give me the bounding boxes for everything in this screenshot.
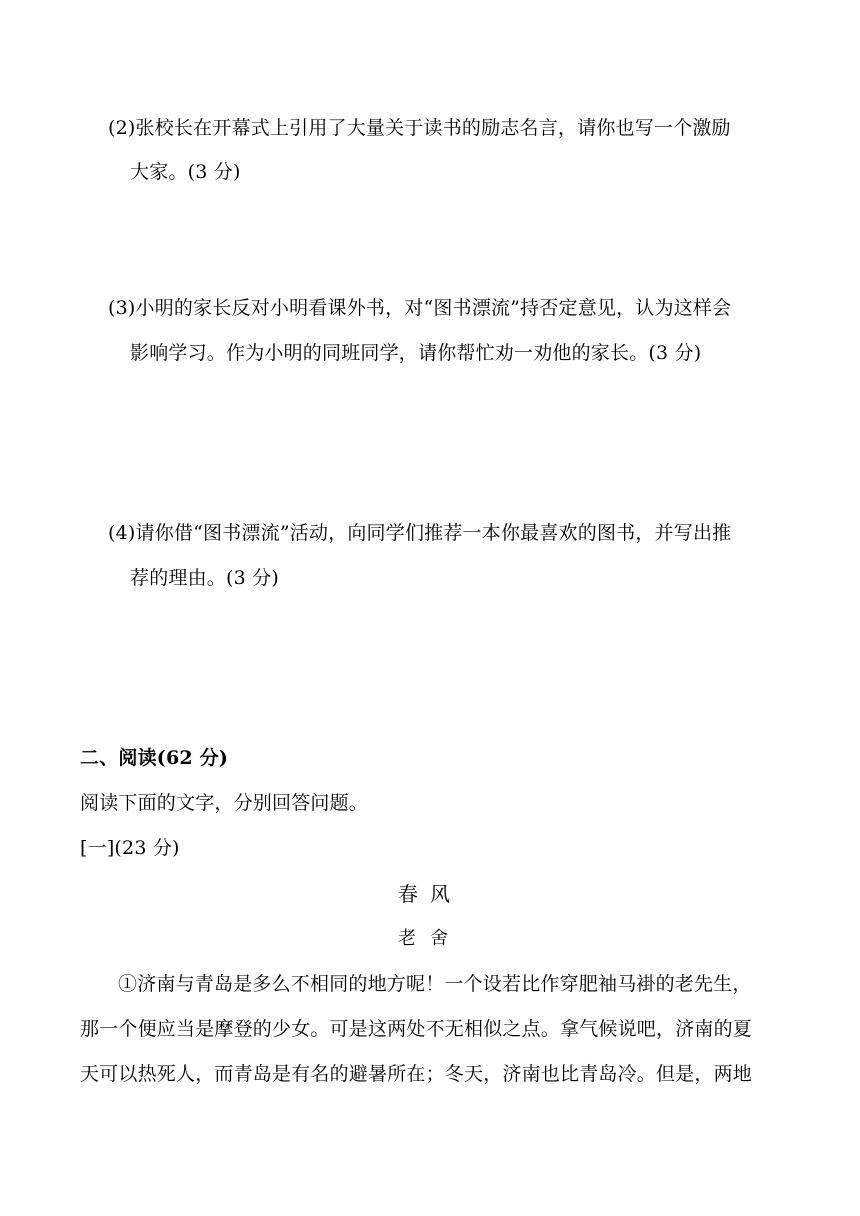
article-line-1: ①济南与青岛是多么不相同的地方呢！一个设若比作穿肥袖马褂的老先生， (118, 973, 752, 995)
article-line-2: 那一个便应当是摩登的少女。可是这两处不无相似之点。拿气候说吧，济南的夏 (80, 1018, 753, 1040)
article-title: 春风 (398, 882, 462, 906)
section-heading: 二、阅读(62 分) (80, 747, 229, 769)
article-author: 老舍 (398, 928, 462, 949)
question-4-line-2: 荐的理由。(3 分) (130, 567, 279, 589)
question-3-line-1: (3)小明的家长反对小明看课外书，对“图书漂流”持否定意见，认为这样会 (108, 297, 732, 319)
question-3-line-2: 影响学习。作为小明的同班同学，请你帮忙劝一劝他的家长。(3 分) (130, 342, 702, 364)
question-4-line-1: (4)请你借“图书漂流”活动，向同学们推荐一本你最喜欢的图书，并写出推 (108, 522, 732, 544)
article-line-3: 天可以热死人，而青岛是有名的避暑所在；冬天，济南也比青岛冷。但是，两地 (80, 1063, 753, 1085)
question-2-line-2: 大家。(3 分) (130, 161, 241, 183)
question-2-line-1: (2)张校长在开幕式上引用了大量关于读书的励志名言，请你也写一个激励 (108, 117, 731, 139)
section-instruction: 阅读下面的文字，分别回答问题。 (80, 792, 369, 814)
part-label: [一](23 分) (80, 837, 180, 859)
